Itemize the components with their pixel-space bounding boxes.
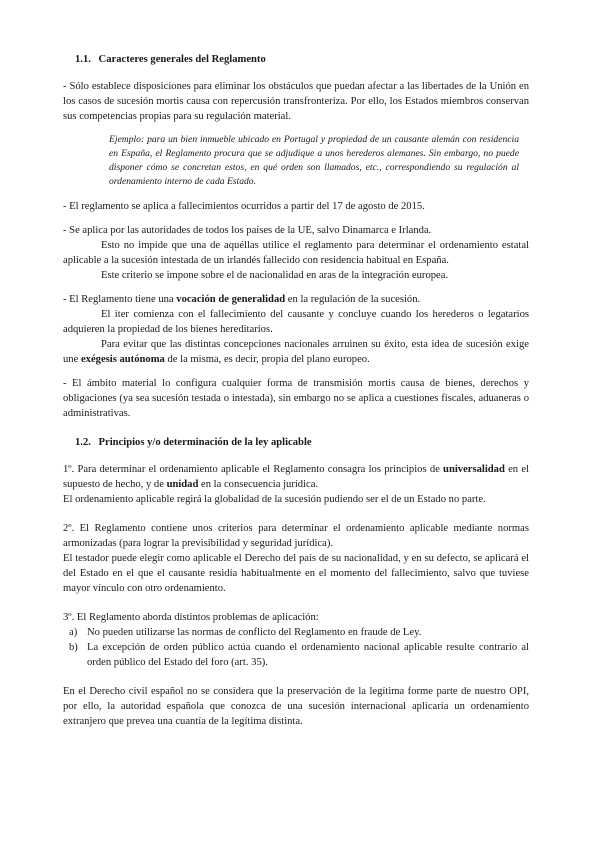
paragraph-group-authorities [63,223,529,283]
bold-term: exégesis autónoma [80,354,165,365]
list-item-text: La excepción de orden público actúa cuando el ordenamiento nacional aplicable resulte contrario al orden público del Estado del foro (art. 35). [87,642,529,668]
paragraph-group-criteria [63,521,529,596]
section-number: 1.1. [75,54,91,65]
list-item [63,640,529,670]
paragraph-group-principles [63,462,529,507]
section-title: Caracteres generales del Reglamento [98,54,266,65]
list-marker: a) [69,627,78,638]
paragraph-group-problems [63,610,529,670]
list-item [63,625,529,640]
paragraph-criteria: 2º. El Reglamento contiene unos criterios para determinar el ordenamiento aplicable mediante normas armonizadas (para lograr la previsibilidad y seguridad jurídica). [63,523,529,549]
paragraph-exegesis [63,337,529,367]
document-page [63,52,529,738]
paragraph-globality: El ordenamiento aplicable regirá la globalidad de la sucesión pudiendo ser el de un Estado no parte. [63,494,486,505]
bold-term: universalidad [443,464,505,475]
section-number: 1.2. [75,437,91,448]
text-run: - El Reglamento tiene una [63,294,177,305]
list-item-text: No pueden utilizarse las normas de conflicto del Reglamento en fraude de Ley. [87,627,422,638]
section-heading-1-1 [75,52,529,67]
text-run: en la consecuencia jurídica. [198,479,319,490]
list-marker: b) [69,642,78,653]
paragraph-authorities-detail: Esto no impide que una de aquéllas utilice el reglamento para determinar el ordenamiento estatal aplicable a la sucesión intestada de un irlandés fallecido con residencia habitual en España. [63,240,529,266]
text-run: 1º. Para determinar el ordenamiento aplicable el Reglamento consagra los principios de [63,464,444,475]
paragraph-date: - El reglamento se aplica a fallecimientos ocurridos a partir del 17 de agosto de 2015. [63,201,425,212]
paragraph-legitima: En el Derecho civil español no se considera que la preservación de la legítima forme parte de nuestro OPI, por ello, la autoridad española que conozca de una sucesión internacional aplicaría un ordenamiento extranjero que prevea una cuantía de la legítima distinta. [63,686,529,727]
paragraph-material-scope: - El ámbito material lo configura cualquier forma de transmisión mortis causa de bienes, derechos y obligaciones (ya sea sucesión testada o intestada), sin embargo no se aplica a cuestiones fiscales, aduaneras o administrativas. [63,378,529,419]
text-run: en la regulación de la sucesión. [285,294,421,305]
paragraph-authorities-criterion: Este criterio se impone sobre el de nacionalidad en aras de la integración europea. [101,270,449,281]
paragraph-group-generality [63,292,529,367]
paragraph-iter: El iter comienza con el fallecimiento del causante y concluye cuando los herederos o legatarios adquieren la propiedad de los bienes hereditarios. [63,309,529,335]
paragraph-scope: - Sólo establece disposiciones para eliminar los obstáculos que puedan afectar a las libertades de la Unión en los casos de sucesión mortis causa con repercusión transfronteriza. Por ello, los Estados miembros conservan sus competencias propias para su regulación material. [63,81,529,122]
paragraph-principles [63,462,529,492]
section-title: Principios y/o determinación de la ley aplicable [98,437,312,448]
text-run: de la misma, es decir, propia del plano europeo. [164,354,370,365]
problems-list [63,625,529,670]
text-run: Para evitar que las distintas concepciones nacionales arruinen su éxito, esta idea de sucesión exige une [63,339,529,365]
paragraph-generality [63,292,529,307]
bold-term: vocación de generalidad [176,294,286,305]
section-heading-1-2 [75,435,529,450]
paragraph-problems: 3º. El Reglamento aborda distintos problemas de aplicación: [63,612,319,623]
text-run: en el supuesto de hecho, y de [63,464,529,490]
bold-term: unidad [166,479,199,490]
paragraph-testator: El testador puede elegir como aplicable el Derecho del país de su nacionalidad, y en su defecto, se aplicará el del Estado en el que el causante residía habitualmente en el momento del fallecimiento, salvo que tuviese mayor vínculo con otro ordenamiento. [63,553,529,594]
paragraph-authorities: - Se aplica por las autoridades de todos los países de la UE, salvo Dinamarca e Irlanda. [63,225,432,236]
example-note: Ejemplo: para un bien inmueble ubicado en Portugal y propiedad de un causante alemán con residencia en España, el Reglamento procura que se adjudique a unos herederos alemanes. Sin embargo, no puede disponer cómo se concretan estos, en qué orden son llamados, etc., correspondiendo su regulación al ordenamiento interno de cada Estado. [109,134,519,187]
